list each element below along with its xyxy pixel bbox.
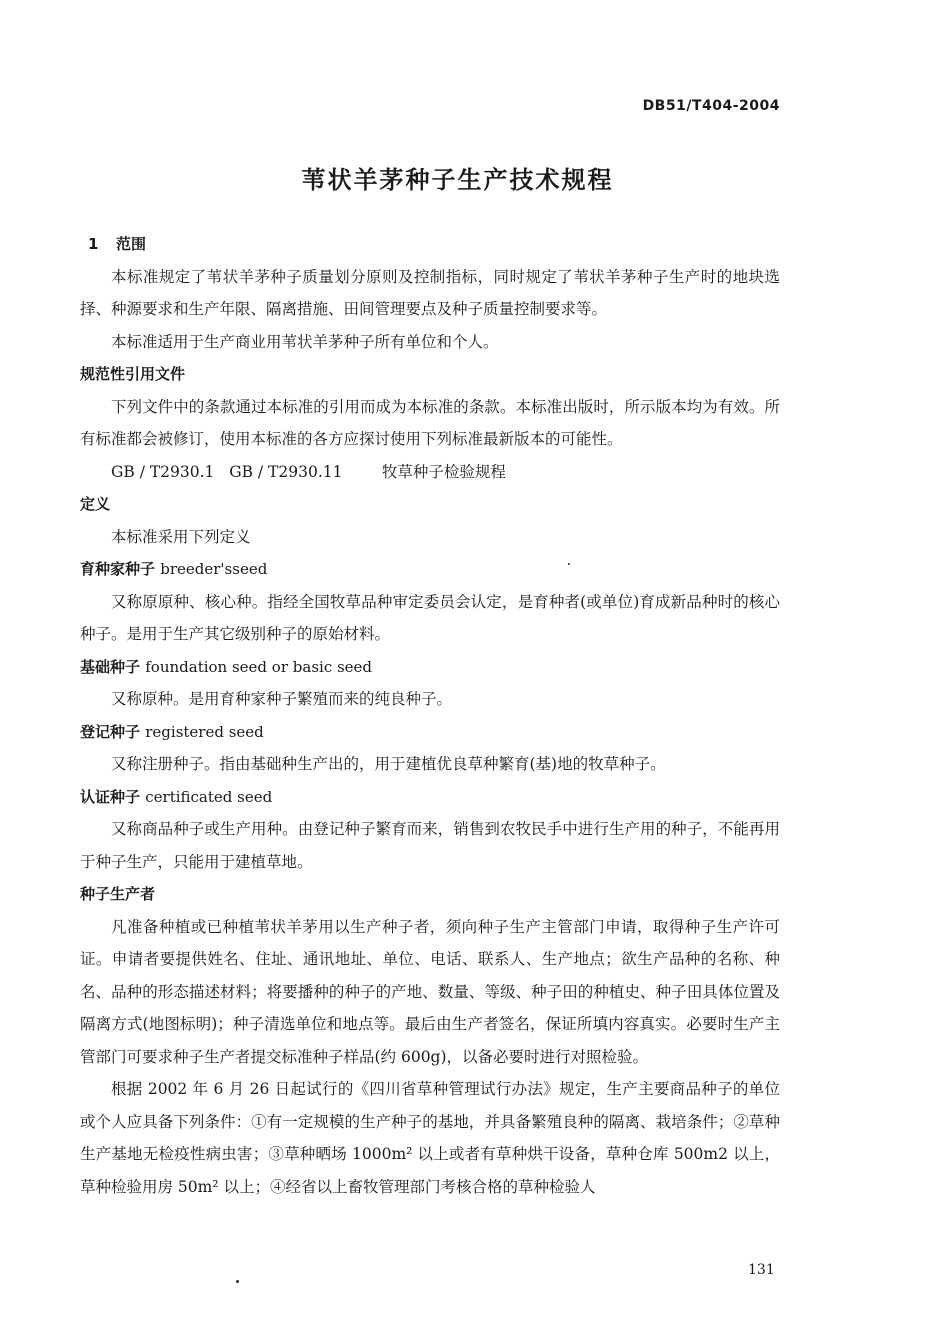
term-heading-foundation-seed xyxy=(80,651,780,684)
paragraph: 又称原种。是用育种家种子繁殖而来的纯良种子。 xyxy=(111,690,453,708)
section-number: 1 xyxy=(88,235,99,253)
term-heading-registered-seed xyxy=(80,716,780,749)
document-title: 苇状羊茅种子生产技术规程 xyxy=(301,166,614,194)
term-cn: 登记种子 xyxy=(80,722,141,741)
section-heading-definitions: 定义 xyxy=(80,495,111,513)
document-body xyxy=(80,228,780,1203)
page-number: 131 xyxy=(748,1262,775,1278)
section-heading-text: 范围 xyxy=(116,235,147,253)
paragraph: 下列文件中的条款通过本标准的引用而成为本标准的条款。本标准出版时，所示版本均为有效。所有标准都会被修订，使用本标准的各方应探讨使用下列标准最新版本的可能性。 xyxy=(80,397,780,448)
paragraph: 又称注册种子。指由基础种生产出的，用于建植优良草种繁育(基)地的牧草种子。 xyxy=(111,755,666,773)
term-cn: 育种家种子 xyxy=(80,560,156,578)
paragraph: 本标准适用于生产商业用苇状羊茅种子所有单位和个人。 xyxy=(111,332,499,351)
standard-code: DB51/T404-2004 xyxy=(642,98,780,114)
term-heading-certified-seed xyxy=(80,781,780,814)
paragraph: 凡准备种植或已种植苇状羊茅用以生产种子者，须向种子生产主管部门申请，取得种子生产许可证。申请者要提供姓名、住址、通讯地址、单位、电话、联系人、生产地点；欲生产品种的名称、种名、品种的形态描述材料；将要播种的种子的产地、数量、等级、种子田的种植史、种子田具体位置及隔离方式(地图标明)；种子清选单位和地点等。最后由生产者签名，保证所填内容真实。必要时生产主管部门可要求种子生产者提交标准种子样品(约 600g)，以备必要时进行对照检验。 xyxy=(80,917,780,1066)
scan-speck xyxy=(236,1280,239,1283)
paragraph: 本标准采用下列定义 xyxy=(111,527,251,546)
term-en: breeder'sseed xyxy=(160,560,268,578)
paragraph: 根据 2002 年 6 月 26 日起试行的《四川省草种管理试行办法》规定，生产主要商品种子的单位或个人应具备下列条件：①有一定规模的生产种子的基地，并具备繁殖良种的隔离、栽培条件；②草种生产基地无检疫性病虫害；③草种晒场 1000m² 以上或者有草种烘干设备，草种仓库 500m2 以上，草种检验用房 50m² 以上；④经省以上畜牧管理部门考核合格的草种检验人 xyxy=(80,1080,780,1196)
reference-title: 牧草种子检验规程 xyxy=(381,462,506,481)
term-en: certificated seed xyxy=(145,787,273,806)
term-heading-breeder-seed xyxy=(80,553,780,586)
reference-line xyxy=(80,456,780,489)
term-en: foundation seed or basic seed xyxy=(145,657,373,676)
term-en: registered seed xyxy=(145,722,264,741)
section-heading-scope xyxy=(80,228,780,261)
scan-speck xyxy=(568,563,570,565)
section-heading-normative-refs: 规范性引用文件 xyxy=(80,365,186,383)
paragraph: 又称原原种、核心种。指经全国牧草品种审定委员会认定，是育种者(或单位)育成新品种时的核心种子。是用于生产其它级别种子的原始材料。 xyxy=(80,592,780,643)
reference-codes: GB / T2930.1 GB / T2930.11 xyxy=(111,462,343,481)
paragraph: 又称商品种子或生产用种。由登记种子繁育而来，销售到农牧民手中进行生产用的种子，不能再用于种子生产，只能用于建植草地。 xyxy=(80,820,780,871)
term-cn: 认证种子 xyxy=(80,787,141,806)
paragraph: 本标准规定了苇状羊茅种子质量划分原则及控制指标，同时规定了苇状羊茅种子生产时的地块选择、种源要求和生产年限、隔离措施、田间管理要点及种子质量控制要求等。 xyxy=(80,267,780,318)
term-cn: 基础种子 xyxy=(80,657,141,676)
term-heading-seed-producer: 种子生产者 xyxy=(80,885,156,903)
